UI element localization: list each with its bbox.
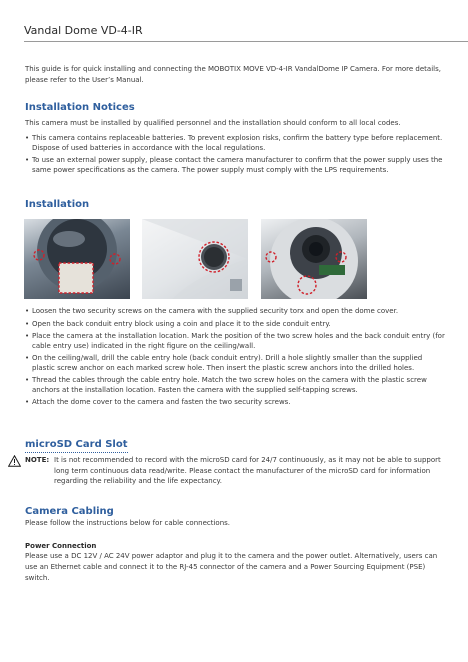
document-title: Vandal Dome VD-4-IR — [24, 24, 143, 37]
camera-cabling-heading: Camera Cabling — [25, 506, 114, 517]
screw-holes-illustration — [261, 219, 367, 299]
list-item: • This camera contains replaceable batteries. To prevent explosion risks, confirm the battery type before replacement. Dispose of used batteries in accordance with the local regulations. — [25, 134, 445, 153]
warning-icon — [8, 455, 21, 467]
list-item: • To use an external power supply, please contact the camera manufacturer to confirm that the power supply uses the same power specifications as the camera. The power supply must comply with the LPS requirements. — [25, 156, 445, 175]
list-item: • Attach the dome cover to the camera and fasten the two security screws. — [25, 398, 445, 408]
installation-notices-text: This camera must be installed by qualified personnel and the installation should conform to all local codes. — [25, 119, 401, 127]
conduit-entry-illustration — [142, 219, 248, 299]
dome-cover-illustration — [24, 219, 130, 299]
photo-dome-cover — [24, 219, 130, 299]
photo-conduit-entry — [142, 219, 248, 299]
intro-paragraph: This guide is for quick installing and connecting the MOBOTIX MOVE VD-4-IR VandalDome IP Camera. For more details, please refer to the User’s Manual. — [25, 65, 441, 84]
installation-notices-list — [25, 134, 445, 178]
list-item: • Loosen the two security screws on the camera with the supplied security torx and open the dome cover. — [25, 307, 445, 317]
camera-cabling-text: Please follow the instructions below for cable connections. — [25, 519, 231, 527]
list-item: • Place the camera at the installation location. Mark the position of the two screw holes and the back conduit entry (for cable entry use) indicated in the right figure on the ceiling/wall. — [25, 332, 445, 351]
note-label: NOTE: — [25, 456, 50, 464]
installation-steps-list — [25, 307, 445, 411]
page-header — [24, 24, 468, 42]
microsd-heading: microSD Card Slot — [25, 439, 128, 453]
power-connection-heading: Power Connection — [25, 542, 97, 550]
microsd-note — [8, 455, 448, 487]
list-item: • Thread the cables through the cable entry hole. Match the two screw holes on the camera with the plastic screw anchors at the installation location. Fasten the camera with the supplied self-tapping screws. — [25, 376, 445, 395]
note-text: It is not recommended to record with the microSD card for 24/7 continuously, as it may not be able to support long term continuous data read/write. Please contact the manufacturer of the microSD card for information regarding the reliability and the life expectancy. — [54, 456, 441, 485]
photo-screw-holes — [261, 219, 367, 299]
list-item: • On the ceiling/wall, drill the cable entry hole (back conduit entry). Drill a hole slightly smaller than the supplied plastic screw anchor on each marked screw hole. Then insert the plastic screw anchors into the drilled holes. — [25, 354, 445, 373]
power-connection-text: Please use a DC 12V / AC 24V power adaptor and plug it to the camera and the power outlet. Alternatively, users can use an Ethernet cable and connect it to the RJ-45 connector of the camera and a Power Sourcing Equipment (PSE) switch. — [25, 552, 438, 582]
installation-heading: Installation — [25, 199, 90, 210]
list-item: • Open the back conduit entry block using a coin and place it to the side conduit entry. — [25, 320, 445, 330]
installation-notices-heading: Installation Notices — [25, 102, 135, 113]
